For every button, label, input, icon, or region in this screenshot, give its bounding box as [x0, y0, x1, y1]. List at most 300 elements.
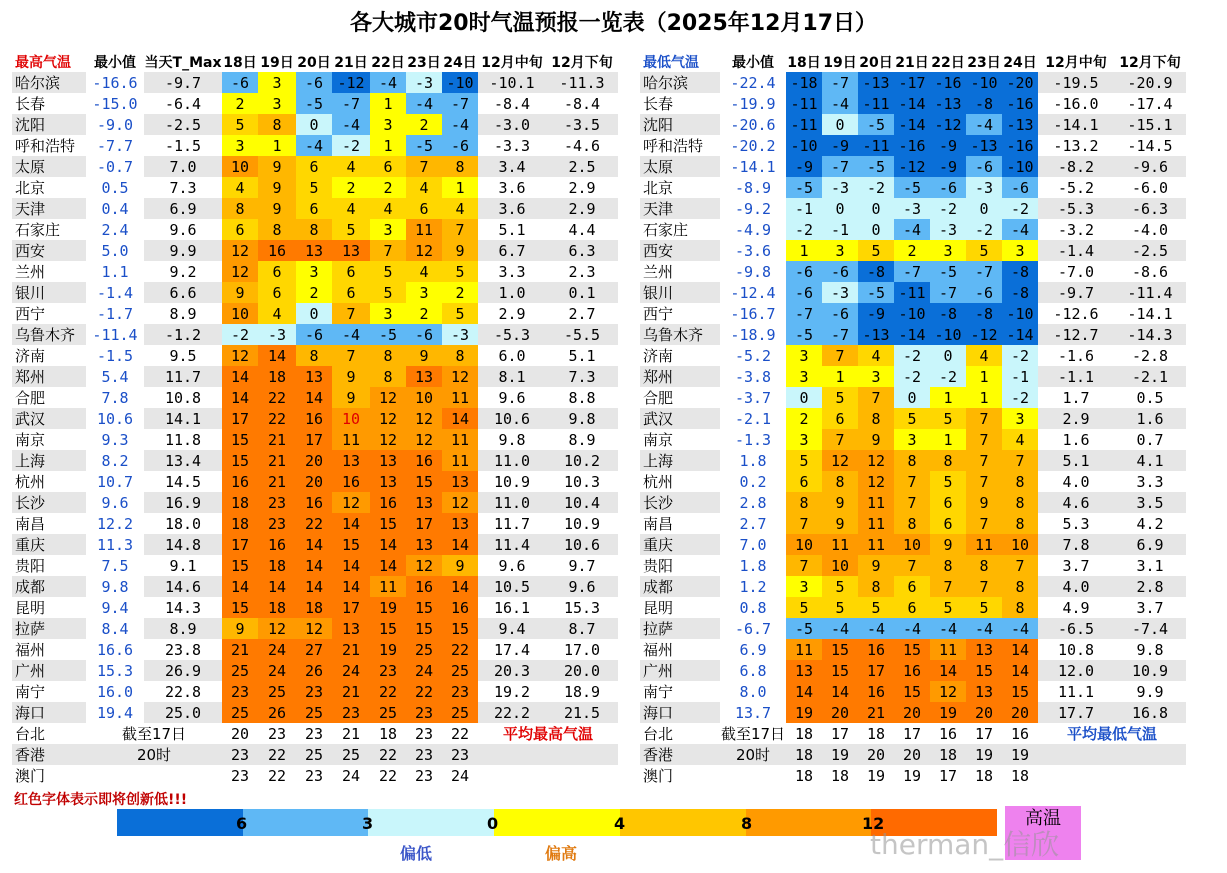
- left-cell: 14: [442, 534, 478, 555]
- left-cell: 10.6: [96, 409, 134, 428]
- min-temp-table: [640, 51, 1186, 786]
- left-cell: 石家庄: [15, 221, 61, 239]
- left-cell: 5.1: [568, 346, 596, 365]
- left-cell: 9.8: [498, 430, 526, 449]
- left-cell: -3.0: [478, 114, 546, 135]
- right-cell: -13: [858, 72, 894, 93]
- right-cell: 10: [1002, 534, 1038, 555]
- left-cell: 16: [406, 450, 442, 471]
- left-cell: 8: [222, 198, 258, 219]
- left-cell: 23: [258, 492, 296, 513]
- right-cell: -4: [1002, 618, 1038, 639]
- left-cell: -0.7: [96, 157, 134, 176]
- left-cell: 1: [258, 135, 296, 156]
- left-cell: 21: [332, 639, 370, 660]
- left-cell: 9: [442, 240, 478, 261]
- right-cell: -3.8: [734, 367, 772, 386]
- right-cell: 2.7: [739, 514, 767, 533]
- left-cell: 20: [296, 450, 332, 471]
- right-cell: 5: [822, 387, 858, 408]
- left-cell: 8: [442, 345, 478, 366]
- right-cell: -1.1: [1038, 366, 1114, 387]
- legend-seg-cold: [243, 809, 369, 836]
- left-table-row: [12, 702, 618, 723]
- right-cell: -8.2: [1038, 156, 1114, 177]
- right-cell: -19.5: [1038, 72, 1114, 93]
- right-cell: 3.3: [1136, 472, 1164, 491]
- left-cell: -1.5: [164, 136, 202, 155]
- left-cell: 19: [370, 639, 406, 660]
- left-cell: 7: [332, 345, 370, 366]
- right-cell: -6.5: [1038, 618, 1114, 639]
- left-cell: 9.4: [478, 618, 546, 639]
- right-cell: -5: [894, 177, 930, 198]
- left-cell: 西安: [12, 240, 86, 261]
- right-cell: -12.4: [730, 283, 776, 302]
- right-cell: 3.1: [1136, 556, 1164, 575]
- right-cell: 8: [1002, 471, 1038, 492]
- right-cell: 0: [822, 198, 858, 219]
- right-cell: 武汉: [640, 408, 720, 429]
- left-cell: 9.6: [169, 220, 197, 239]
- right-cell: 0: [966, 198, 1002, 219]
- left-table-row: [12, 198, 618, 219]
- left-cell: -3.5: [546, 114, 618, 135]
- left-extra-cell: 台北: [15, 725, 46, 743]
- left-cell: 25: [222, 660, 258, 681]
- right-cell: 上海: [640, 450, 720, 471]
- left-table-row: [12, 345, 618, 366]
- right-cell: 19: [786, 702, 822, 723]
- right-cell: 7: [1002, 450, 1038, 471]
- right-cell: -7: [822, 156, 858, 177]
- left-table-row: [12, 471, 618, 492]
- left-cell: -4: [332, 324, 370, 345]
- right-cell: -11: [786, 114, 822, 135]
- right-cell: -11: [894, 282, 930, 303]
- left-cell: 3.3: [498, 262, 526, 281]
- left-cell: 10: [222, 303, 258, 324]
- right-cell: 14: [786, 681, 822, 702]
- right-cell: 0: [822, 114, 858, 135]
- left-cell: 7: [370, 240, 406, 261]
- right-table-row: [640, 72, 1186, 93]
- right-cell: 11: [858, 492, 894, 513]
- right-header-cell: 19日: [823, 54, 857, 71]
- legend-tick-8: 8: [741, 814, 753, 833]
- left-cell: 14: [442, 408, 478, 429]
- right-cell: 贵阳: [643, 557, 674, 575]
- right-cell: -14: [894, 114, 930, 135]
- left-cell: 6: [332, 261, 370, 282]
- right-cell: -2: [930, 198, 966, 219]
- left-cell: 8: [258, 219, 296, 240]
- left-cell: 长沙: [12, 492, 86, 513]
- left-cell: -2: [222, 324, 258, 345]
- left-cell: 14: [258, 576, 296, 597]
- right-cell: -9: [822, 135, 858, 156]
- right-cell: -10: [1002, 303, 1038, 324]
- left-cell: -11.4: [92, 325, 138, 344]
- left-cell: 6: [258, 261, 296, 282]
- right-table-row: [640, 429, 1186, 450]
- right-cell: -6: [786, 282, 822, 303]
- left-cell: 9: [332, 387, 370, 408]
- right-cell: 11: [786, 639, 822, 660]
- left-extra-cell: 23: [230, 766, 250, 785]
- left-table-row: [12, 303, 618, 324]
- legend-seg-warmer: [620, 809, 746, 836]
- right-cell: -11: [858, 93, 894, 114]
- right-cell: 10: [822, 555, 858, 576]
- right-cell: -6: [1002, 177, 1038, 198]
- left-cell: 郑州: [12, 366, 86, 387]
- left-cell: 15: [332, 534, 370, 555]
- right-cell: -5: [858, 156, 894, 177]
- right-cell: 11: [822, 534, 858, 555]
- right-cell: -10: [966, 72, 1002, 93]
- right-cell: -3: [894, 198, 930, 219]
- right-cell: -5: [858, 282, 894, 303]
- right-cell: 3: [786, 429, 822, 450]
- right-table-row: [640, 135, 1186, 156]
- left-cell: 8.9: [169, 304, 197, 323]
- right-cell: 5: [822, 597, 858, 618]
- right-cell: -11: [786, 93, 822, 114]
- right-cell: -5: [786, 618, 822, 639]
- left-table-row: [12, 450, 618, 471]
- right-cell: -4: [966, 618, 1002, 639]
- legend-tick-3: 3: [362, 814, 374, 833]
- right-cell: 郑州: [640, 366, 720, 387]
- left-cell: 8.9: [144, 618, 222, 639]
- left-cell: 8.4: [101, 619, 129, 638]
- right-cell: -17: [894, 72, 930, 93]
- right-cell: 5: [966, 597, 1002, 618]
- left-cell: 11.7: [493, 514, 531, 533]
- left-cell: 7.5: [101, 556, 129, 575]
- left-cell: 16.6: [96, 640, 134, 659]
- left-cell: 13: [406, 534, 442, 555]
- left-extra-cell: 23: [222, 744, 258, 765]
- left-table-row: [12, 555, 618, 576]
- right-cell: -8: [930, 303, 966, 324]
- right-extra-cell: 18: [786, 744, 822, 765]
- right-cell: 14: [822, 681, 858, 702]
- right-cell: 5: [786, 450, 822, 471]
- right-cell: 5: [858, 240, 894, 261]
- right-cell: -8: [1002, 261, 1038, 282]
- right-cell: -5: [786, 324, 822, 345]
- right-cell: 3: [786, 345, 822, 366]
- right-cell: -14: [1002, 324, 1038, 345]
- left-extra-cell: 22: [370, 744, 406, 765]
- right-cell: 南京: [643, 431, 674, 449]
- right-cell: -20.6: [730, 115, 776, 134]
- right-cell: 11: [858, 513, 894, 534]
- left-cell: 21.5: [546, 702, 618, 723]
- right-cell: 8: [1002, 492, 1038, 513]
- right-table-row: [640, 114, 1186, 135]
- left-cell: 9.6: [101, 493, 129, 512]
- right-cell: 11: [858, 534, 894, 555]
- right-cell: 乌鲁木齐: [640, 324, 720, 345]
- left-cell: 2: [222, 93, 258, 114]
- right-cell: -1.3: [734, 430, 772, 449]
- right-extra-cell: [1038, 744, 1186, 765]
- legend-seg-warm: [494, 809, 620, 836]
- right-cell: 13: [966, 681, 1002, 702]
- right-extra-cell: 16: [938, 724, 958, 743]
- right-cell: 1: [930, 429, 966, 450]
- left-cell: 12: [406, 555, 442, 576]
- right-cell: -3.7: [734, 388, 772, 407]
- right-cell: -5: [786, 177, 822, 198]
- right-cell: 8: [930, 555, 966, 576]
- right-cell: 13: [966, 639, 1002, 660]
- left-cell: 20.3: [478, 660, 546, 681]
- right-header-cell: 20日: [859, 54, 893, 71]
- right-cell: 0.2: [739, 472, 767, 491]
- left-cell: 26.9: [144, 660, 222, 681]
- right-extra-cell: 16: [1010, 724, 1030, 743]
- right-cell: -14: [894, 324, 930, 345]
- right-cell: 8: [858, 576, 894, 597]
- right-cell: -7: [894, 261, 930, 282]
- left-cell: 15: [370, 618, 406, 639]
- left-cell: 18: [258, 366, 296, 387]
- right-table-row: [640, 261, 1186, 282]
- right-cell: 1: [822, 366, 858, 387]
- left-extra-cell: 澳门: [15, 767, 46, 785]
- left-cell: 23: [332, 702, 370, 723]
- left-cell: 9: [258, 198, 296, 219]
- right-cell: -20.9: [1114, 72, 1186, 93]
- left-cell: 2.7: [568, 304, 596, 323]
- left-cell: 1.1: [101, 262, 129, 281]
- left-cell: -4: [442, 114, 478, 135]
- right-cell: -7: [786, 303, 822, 324]
- right-extra-row: [640, 744, 1186, 765]
- left-cell: 6: [332, 282, 370, 303]
- right-cell: -20.2: [730, 136, 776, 155]
- left-extra-cell: 24: [341, 766, 361, 785]
- right-cell: -4: [1002, 219, 1038, 240]
- right-cell: -13: [930, 93, 966, 114]
- left-cell: 8.2: [101, 451, 129, 470]
- right-cell: -5.2: [1057, 178, 1095, 197]
- right-table-row: [640, 324, 1186, 345]
- left-cell: 0.4: [101, 199, 129, 218]
- left-cell: 14.5: [164, 472, 202, 491]
- left-cell: 9.1: [169, 556, 197, 575]
- right-table-row: [640, 471, 1186, 492]
- right-cell: 西宁: [643, 305, 674, 323]
- left-cell: -2: [332, 135, 370, 156]
- right-extra-cell: 20: [858, 744, 894, 765]
- right-cell: 9: [858, 429, 894, 450]
- left-cell: -6: [222, 72, 258, 93]
- right-extra-cell: [1038, 765, 1186, 786]
- left-cell: 18: [222, 513, 258, 534]
- left-table-row: [12, 114, 618, 135]
- left-cell: 13: [442, 471, 478, 492]
- right-cell: -1.4: [1038, 240, 1114, 261]
- right-cell: 7: [966, 429, 1002, 450]
- right-cell: 0: [786, 387, 822, 408]
- right-extra-cell: [720, 765, 786, 786]
- right-cell: -12.6: [1053, 304, 1099, 323]
- right-cell: -2: [894, 345, 930, 366]
- left-cell: 7.3: [546, 366, 618, 387]
- right-cell: 福州: [643, 641, 674, 659]
- left-cell: 25: [258, 681, 296, 702]
- left-cell: 5: [222, 114, 258, 135]
- right-table-row: [640, 408, 1186, 429]
- right-cell: 7: [786, 555, 822, 576]
- right-cell: 7: [822, 345, 858, 366]
- right-cell: 20: [1002, 702, 1038, 723]
- right-cell: -2: [1002, 387, 1038, 408]
- right-cell: 6: [822, 408, 858, 429]
- right-cell: -11: [858, 135, 894, 156]
- right-cell: -12: [930, 114, 966, 135]
- right-cell: -2: [930, 366, 966, 387]
- right-extra-cell: 澳门: [643, 767, 674, 785]
- left-cell: 南京: [15, 431, 46, 449]
- left-cell: 10: [332, 408, 370, 429]
- right-cell: 8: [786, 492, 822, 513]
- left-cell: 12: [442, 492, 478, 513]
- right-cell: 9: [930, 534, 966, 555]
- right-extra-cell: 台北: [643, 725, 674, 743]
- right-cell: -3: [822, 282, 858, 303]
- left-cell: 13: [442, 513, 478, 534]
- left-cell: 23.8: [164, 640, 202, 659]
- right-cell: -8: [966, 93, 1002, 114]
- left-cell: -1.5: [96, 346, 134, 365]
- right-cell: 1.2: [739, 577, 767, 596]
- left-cell: 6: [258, 282, 296, 303]
- right-cell: 2.9: [1038, 408, 1114, 429]
- left-table-row: [12, 534, 618, 555]
- left-extra-row: [12, 723, 618, 744]
- left-cell: -6: [406, 324, 442, 345]
- right-cell: 5.3: [1062, 514, 1090, 533]
- right-extra-row: [640, 723, 1186, 744]
- left-cell: -15.0: [92, 94, 138, 113]
- right-cell: -16: [1002, 93, 1038, 114]
- right-cell: 合肥: [643, 389, 674, 407]
- left-cell: 4: [442, 198, 478, 219]
- left-cell: 6.7: [478, 240, 546, 261]
- right-cell: 15: [1002, 681, 1038, 702]
- right-cell: 8: [966, 555, 1002, 576]
- left-cell: 10.5: [478, 576, 546, 597]
- left-cell: 福州: [15, 641, 46, 659]
- left-cell: 24: [258, 660, 296, 681]
- right-cell: 4: [858, 345, 894, 366]
- left-cell: 25: [442, 702, 478, 723]
- left-cell: -7: [332, 93, 370, 114]
- right-cell: 哈尔滨: [640, 72, 720, 93]
- left-cell: 12: [296, 618, 332, 639]
- right-header-cell: 22日: [931, 54, 965, 71]
- left-cell: 7: [332, 303, 370, 324]
- left-table-row: [12, 597, 618, 618]
- right-cell: 15: [894, 639, 930, 660]
- left-cell: 13.4: [144, 450, 222, 471]
- left-cell: 8.1: [478, 366, 546, 387]
- right-cell: 4: [966, 345, 1002, 366]
- left-cell: 24: [406, 660, 442, 681]
- right-cell: -6: [966, 156, 1002, 177]
- left-cell: 17: [406, 513, 442, 534]
- left-cell: 27: [296, 639, 332, 660]
- left-cell: 8: [370, 345, 406, 366]
- left-table-row: [12, 156, 618, 177]
- left-cell: 20: [296, 471, 332, 492]
- right-table-row: [640, 555, 1186, 576]
- left-extra-cell: 25: [296, 744, 332, 765]
- right-cell: 西安: [640, 240, 720, 261]
- left-header-cell: 23日: [407, 54, 441, 71]
- left-extra-cell: 23: [304, 766, 324, 785]
- left-header-cell: 19日: [260, 54, 294, 71]
- left-header-cell: 12月中旬: [481, 54, 543, 71]
- right-cell: 16: [858, 639, 894, 660]
- left-cell: 沈阳: [12, 114, 86, 135]
- left-header-cell: 21日: [334, 54, 368, 71]
- left-cell: 16: [406, 576, 442, 597]
- left-cell: 贵阳: [15, 557, 46, 575]
- left-cell: 19: [370, 597, 406, 618]
- left-cell: 2: [406, 114, 442, 135]
- left-cell: 长春: [15, 95, 46, 113]
- left-extra-row: [12, 765, 618, 786]
- left-cell: 9.6: [546, 576, 618, 597]
- left-extra-cell: [478, 765, 618, 786]
- left-cell: 5: [370, 261, 406, 282]
- right-cell: 6.8: [739, 661, 767, 680]
- right-cell: -9: [786, 156, 822, 177]
- left-cell: 12: [406, 408, 442, 429]
- left-cell: 5: [332, 219, 370, 240]
- right-cell: 3: [822, 240, 858, 261]
- left-extra-cell: 22: [378, 766, 398, 785]
- left-cell: 11: [442, 429, 478, 450]
- left-cell: 12: [258, 618, 296, 639]
- left-cell: 26: [296, 660, 332, 681]
- left-cell: 25: [222, 702, 258, 723]
- right-cell: 16: [894, 660, 930, 681]
- left-cell: 11.7: [144, 366, 222, 387]
- left-cell: 19.4: [96, 703, 134, 722]
- legend-warm-label: 偏高: [545, 844, 578, 863]
- left-table-row: [12, 261, 618, 282]
- left-cell: 14: [332, 513, 370, 534]
- left-cell: 11.0: [478, 492, 546, 513]
- left-cell: 12: [332, 492, 370, 513]
- right-cell: -4: [894, 219, 930, 240]
- left-cell: 9.3: [101, 430, 129, 449]
- right-cell: 7: [966, 513, 1002, 534]
- right-cell: -5: [930, 261, 966, 282]
- left-cell: 15.3: [96, 661, 134, 680]
- right-cell: 0: [858, 198, 894, 219]
- left-cell: 济南: [15, 347, 46, 365]
- right-extra-cell: 20: [894, 744, 930, 765]
